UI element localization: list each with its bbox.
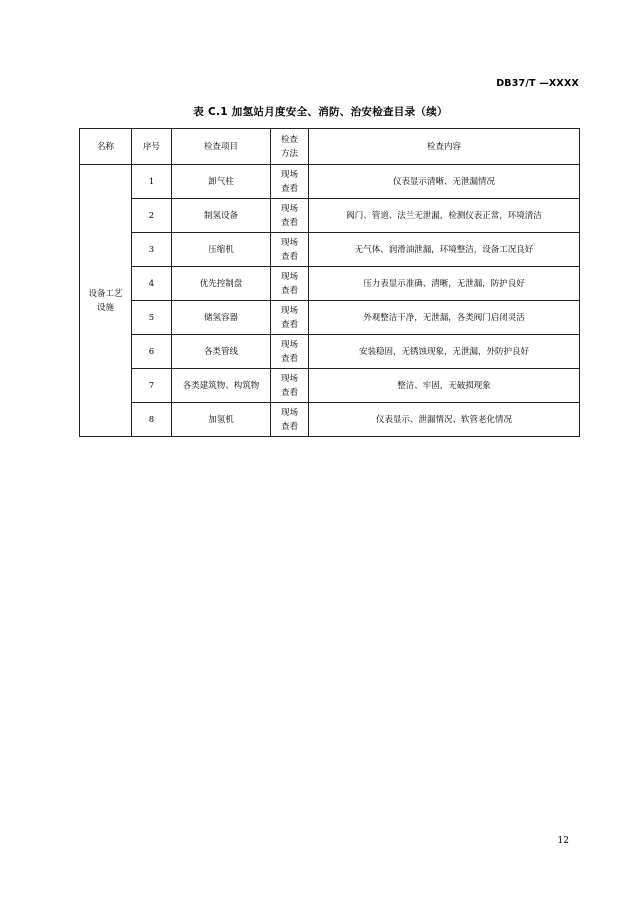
row-item: 加氢机 <box>172 403 271 437</box>
group-label-line1: 设备工艺 <box>88 288 123 299</box>
row-item: 卸气柱 <box>172 165 271 199</box>
row-method-line2: 查看 <box>280 319 298 330</box>
header-content: 检查内容 <box>309 129 580 165</box>
header-name: 名称 <box>80 129 132 165</box>
table-row <box>80 369 580 403</box>
row-method-line2: 查看 <box>280 251 298 262</box>
row-method <box>271 403 309 437</box>
table-row <box>80 267 580 301</box>
row-seq: 8 <box>132 403 172 437</box>
row-method-line2: 查看 <box>280 387 298 398</box>
header-method <box>271 129 309 165</box>
row-method-line2: 查看 <box>280 217 298 228</box>
row-seq: 7 <box>132 369 172 403</box>
row-method-line1: 现场 <box>280 305 298 316</box>
page-number: 12 <box>557 836 569 846</box>
row-item: 优先控制盘 <box>172 267 271 301</box>
row-seq: 2 <box>132 199 172 233</box>
row-content: 无气体、润滑油泄漏，环境整洁，设备工况良好 <box>309 233 580 267</box>
row-content: 整洁、牢固，无破损现象 <box>309 369 580 403</box>
row-content: 仪表显示、泄漏情况、软管老化情况 <box>309 403 580 437</box>
row-seq: 3 <box>132 233 172 267</box>
row-method-line1: 现场 <box>280 203 298 214</box>
row-method <box>271 267 309 301</box>
row-seq: 4 <box>132 267 172 301</box>
row-seq: 6 <box>132 335 172 369</box>
table-header-row <box>80 129 580 165</box>
row-method <box>271 301 309 335</box>
header-item: 检查项目 <box>172 129 271 165</box>
row-content: 仪表显示清晰、无泄漏情况 <box>309 165 580 199</box>
row-method <box>271 335 309 369</box>
row-seq: 5 <box>132 301 172 335</box>
group-cell <box>80 165 132 437</box>
header-method-line1: 检查 <box>280 134 298 145</box>
row-method-line1: 现场 <box>280 407 298 418</box>
row-method-line2: 查看 <box>280 285 298 296</box>
row-method-line1: 现场 <box>280 169 298 180</box>
row-content: 压力表显示准确、清晰，无泄漏，防护良好 <box>309 267 580 301</box>
row-content: 外观整洁干净，无泄漏，各类阀门启闭灵活 <box>309 301 580 335</box>
row-method-line2: 查看 <box>280 353 298 364</box>
table-row <box>80 199 580 233</box>
table-row <box>80 233 580 267</box>
header-seq: 序号 <box>132 129 172 165</box>
row-item: 各类管线 <box>172 335 271 369</box>
row-method-line2: 查看 <box>280 183 298 194</box>
table-row <box>80 301 580 335</box>
inspection-table <box>79 128 580 437</box>
row-content: 安装稳固，无锈蚀现象，无泄漏，外防护良好 <box>309 335 580 369</box>
document-code: DB37/T —XXXX <box>496 78 579 89</box>
row-content: 阀门、管道、法兰无泄漏，检测仪表正常，环境清洁 <box>309 199 580 233</box>
table-row <box>80 403 580 437</box>
row-method <box>271 165 309 199</box>
group-label-line2: 设施 <box>96 302 114 313</box>
row-item: 各类建筑物、构筑物 <box>172 369 271 403</box>
row-method-line1: 现场 <box>280 339 298 350</box>
table-title: 表 C.1 加氢站月度安全、消防、治安检查目录（续） <box>193 106 448 118</box>
row-item: 制氢设备 <box>172 199 271 233</box>
header-method-line2: 方法 <box>280 148 298 159</box>
table-row <box>80 335 580 369</box>
row-method-line2: 查看 <box>280 421 298 432</box>
row-item: 储氢容器 <box>172 301 271 335</box>
row-method-line1: 现场 <box>280 237 298 248</box>
row-seq: 1 <box>132 165 172 199</box>
row-method-line1: 现场 <box>280 271 298 282</box>
row-method <box>271 369 309 403</box>
row-method <box>271 233 309 267</box>
row-item: 压缩机 <box>172 233 271 267</box>
table-row <box>80 165 580 199</box>
row-method-line1: 现场 <box>280 373 298 384</box>
row-method <box>271 199 309 233</box>
